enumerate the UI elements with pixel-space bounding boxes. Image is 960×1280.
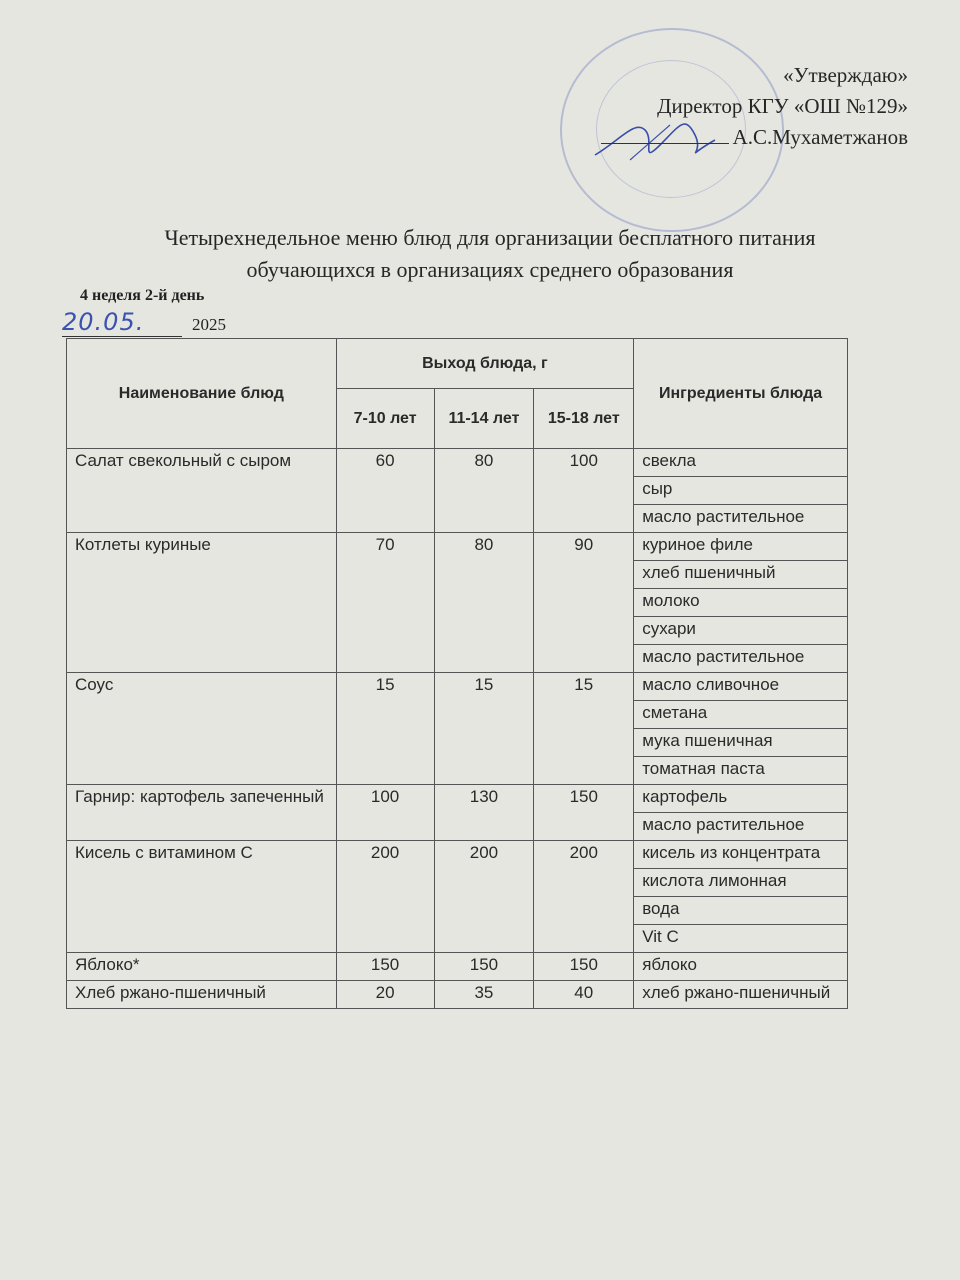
table-row — [67, 953, 848, 981]
table-row — [67, 981, 848, 1009]
ingredient-cell: масло растительное — [634, 813, 848, 841]
dish-output-15-18: 90 — [534, 533, 634, 673]
table-row — [67, 449, 848, 477]
approval-block — [601, 60, 908, 153]
menu-body — [67, 449, 848, 1009]
ingredient-cell: сметана — [634, 701, 848, 729]
page-title — [60, 222, 920, 286]
header-age-7-10: 7-10 лет — [336, 389, 434, 449]
dish-output-11-14: 200 — [434, 841, 534, 953]
table-row — [67, 841, 848, 869]
dish-output-11-14: 150 — [434, 953, 534, 981]
dish-output-15-18: 150 — [534, 785, 634, 841]
header-output: Выход блюда, г — [336, 339, 634, 389]
dish-output-15-18: 40 — [534, 981, 634, 1009]
dish-output-7-10: 15 — [336, 673, 434, 785]
signature-line — [601, 125, 729, 144]
ingredient-cell: хлеб ржано-пшеничный — [634, 981, 848, 1009]
ingredient-cell: молоко — [634, 589, 848, 617]
dish-output-15-18: 150 — [534, 953, 634, 981]
handwritten-date: 20.05. — [62, 308, 182, 337]
ingredient-cell: хлеб пшеничный — [634, 561, 848, 589]
dish-name: Яблоко* — [67, 953, 337, 981]
ingredient-cell: сухари — [634, 617, 848, 645]
dish-output-7-10: 60 — [336, 449, 434, 533]
table-row — [67, 533, 848, 561]
table-row — [67, 785, 848, 813]
dish-name: Салат свекольный с сыром — [67, 449, 337, 533]
header-name: Наименование блюд — [67, 339, 337, 449]
ingredient-cell: Vit C — [634, 925, 848, 953]
date-line — [62, 308, 226, 337]
ingredient-cell: томатная паста — [634, 757, 848, 785]
ingredient-cell: вода — [634, 897, 848, 925]
dish-output-11-14: 80 — [434, 533, 534, 673]
dish-output-11-14: 15 — [434, 673, 534, 785]
ingredient-cell: свекла — [634, 449, 848, 477]
approval-line1: «Утверждаю» — [783, 63, 908, 87]
approval-line3: А.С.Мухаметжанов — [732, 125, 908, 149]
dish-name: Гарнир: картофель запеченный — [67, 785, 337, 841]
dish-output-7-10: 20 — [336, 981, 434, 1009]
ingredient-cell: масло растительное — [634, 505, 848, 533]
dish-name: Хлеб ржано-пшеничный — [67, 981, 337, 1009]
dish-name: Соус — [67, 673, 337, 785]
menu-table — [66, 338, 848, 1009]
ingredient-cell: картофель — [634, 785, 848, 813]
ingredient-cell: кисель из концентрата — [634, 841, 848, 869]
dish-output-7-10: 200 — [336, 841, 434, 953]
header-age-11-14: 11-14 лет — [434, 389, 534, 449]
ingredient-cell: масло растительное — [634, 645, 848, 673]
dish-output-7-10: 70 — [336, 533, 434, 673]
dish-name: Котлеты куриные — [67, 533, 337, 673]
dish-output-7-10: 150 — [336, 953, 434, 981]
dish-output-7-10: 100 — [336, 785, 434, 841]
dish-name: Кисель с витамином С — [67, 841, 337, 953]
dish-output-11-14: 130 — [434, 785, 534, 841]
header-age-15-18: 15-18 лет — [534, 389, 634, 449]
table-row — [67, 673, 848, 701]
dish-output-15-18: 100 — [534, 449, 634, 533]
ingredient-cell: яблоко — [634, 953, 848, 981]
title-line1: Четырехнедельное меню блюд для организации бесплатного питания — [164, 225, 816, 250]
ingredient-cell: масло сливочное — [634, 673, 848, 701]
ingredient-cell: куриное филе — [634, 533, 848, 561]
ingredient-cell: кислота лимонная — [634, 869, 848, 897]
date-year: 2025 — [192, 315, 226, 334]
week-day-label: 4 неделя 2-й день — [80, 287, 205, 304]
header-ingredients: Ингредиенты блюда — [634, 339, 848, 449]
approval-line2: Директор КГУ «ОШ №129» — [657, 94, 908, 118]
dish-output-11-14: 80 — [434, 449, 534, 533]
title-line2: обучающихся в организациях среднего образования — [246, 257, 734, 282]
dish-output-11-14: 35 — [434, 981, 534, 1009]
ingredient-cell: мука пшеничная — [634, 729, 848, 757]
ingredient-cell: сыр — [634, 477, 848, 505]
dish-output-15-18: 200 — [534, 841, 634, 953]
dish-output-15-18: 15 — [534, 673, 634, 785]
